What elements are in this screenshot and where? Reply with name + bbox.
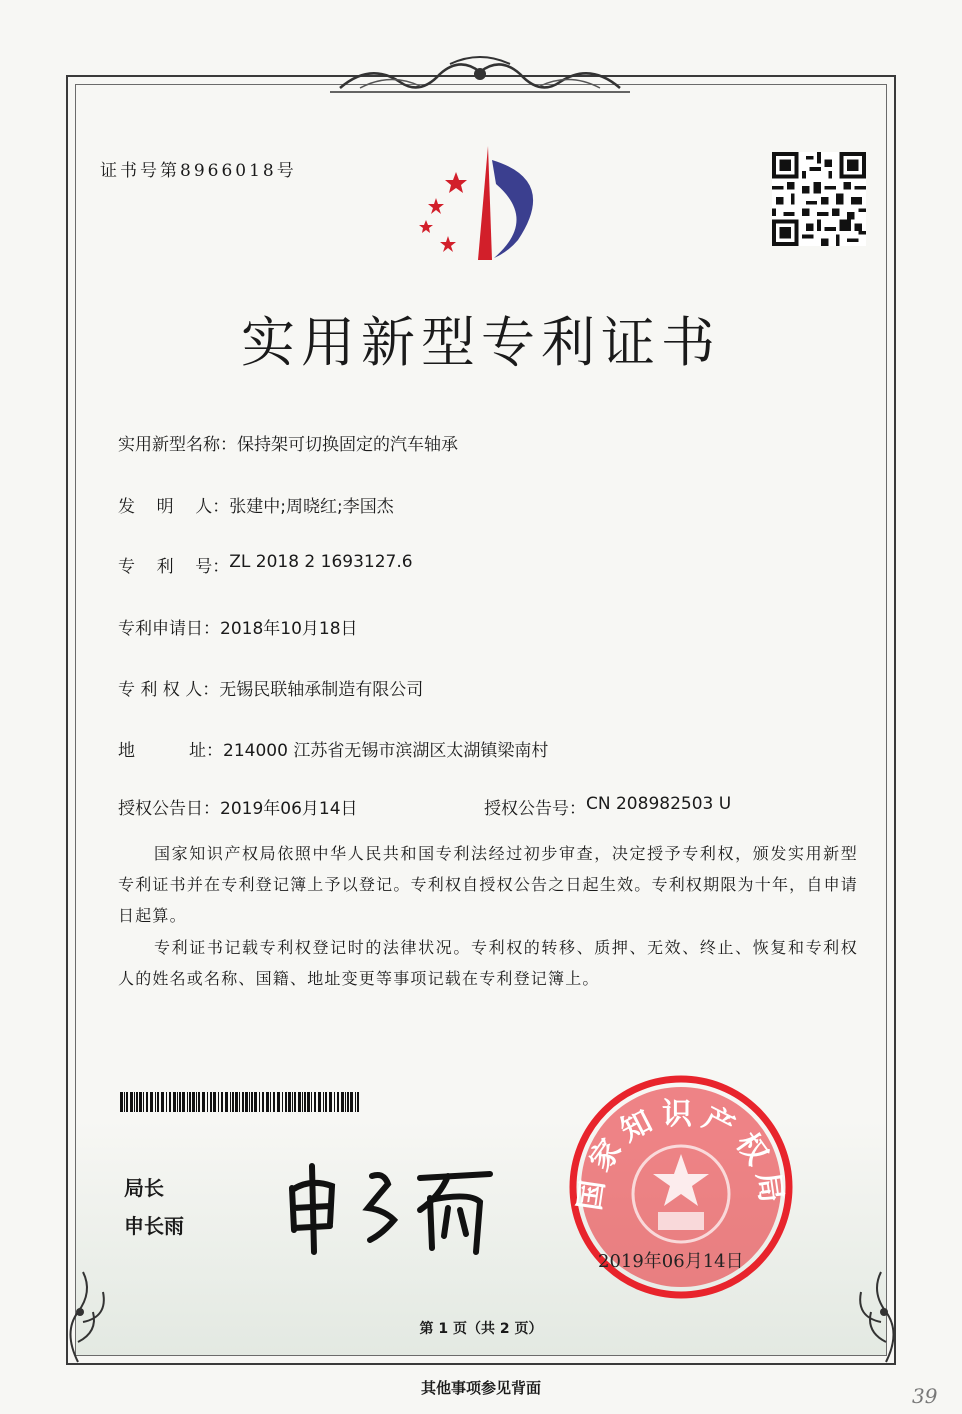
field-value: 2019年06月14日 [220,799,358,819]
footer-note: 其他事项参见背面 [420,1379,541,1397]
field-label: 专 利 权 人： [118,680,220,700]
director-signature [280,1148,510,1258]
field-label: 实用新型名称： [118,435,237,455]
field-value: ZL 2018 2 1693127.6 [229,552,413,572]
legal-paragraph-status: 专利证书记载专利权登记时的法律状况。专利权的转移、质押、无效、终止、恢复和专利权人的姓名或名称、国籍、地址变更等事项记载在专利登记簿上。 [118,938,858,988]
field-label: 发 明 人： [118,497,230,517]
seal-date: 2019年06月14日 [598,1251,744,1272]
handwritten-margin-mark: 39 [912,1384,938,1408]
field-value: 保持架可切换固定的汽车轴承 [237,435,458,455]
qr-code-icon [772,152,866,246]
page-indicator: 第 1 页（共 2 页） [419,1321,543,1337]
field-inventors [118,492,394,517]
field-label: 授权公告日： [118,799,220,819]
legal-paragraph-grant: 国家知识产权局依照中华人民共和国专利法经过初步审查，决定授予专利权，颁发实用新型专利证书并在专利登记簿上予以登记。专利权自授权公告之日起生效。专利权期限为十年，自申请日起算。 [118,844,858,925]
field-address [118,736,548,761]
director-name: 申长雨 [124,1214,184,1238]
bottom-right-ornament-icon [836,1262,906,1372]
field-label: 地 址： [118,741,224,761]
field-publication-number [484,794,731,819]
field-value: CN 208982503 U [586,794,732,814]
field-value: 无锡民联轴承制造有限公司 [219,680,424,700]
field-patent-number [118,552,413,577]
field-value: 2018年10月18日 [220,619,358,639]
field-value: 张建中;周晓红;李国杰 [229,497,394,517]
field-value: 214000 江苏省无锡市滨湖区太湖镇梁南村 [223,741,549,761]
field-application-date [118,614,358,639]
field-label: 专利申请日： [118,619,220,639]
field-patentee [118,675,423,700]
field-label: 授权公告号： [484,799,586,819]
barcode-icon [120,1092,360,1112]
field-grant-date [118,794,358,819]
director-title: 局长 [124,1176,164,1200]
certificate-number: 证书号第8966018号 [100,161,297,181]
seal-text: 国家知识产权局 [572,1097,790,1213]
bottom-left-ornament-icon [58,1262,128,1372]
top-ornament-icon [330,52,630,98]
patent-office-emblem-icon [408,140,558,270]
field-label: 专 利 号： [118,557,230,577]
field-utility-model-name [118,430,458,455]
certificate-title: 实用新型专利证书 [241,311,721,374]
